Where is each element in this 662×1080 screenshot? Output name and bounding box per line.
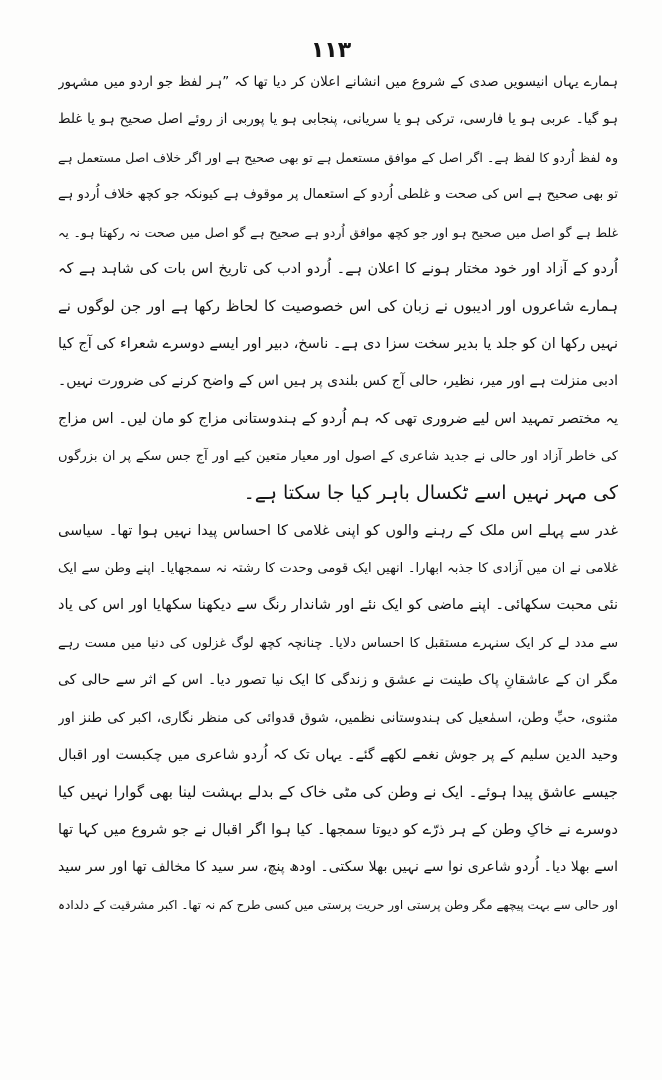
text-line: وحید الدین سلیم کے پر جوش نغمے لکھے گئے۔ یہاں تک کہ اُردو شاعری میں چکبست اور اقبال [58,747,618,764]
text-line: نہیں رکھا ان کو جلد یا بدیر سخت سزا دی ہے۔ ناسخ، دبیر اور ایسے دوسرے شعراء کی آج کیا [58,335,618,352]
text-line: غلط ہے گو اصل میں صحیح ہو اور جو کچھ موافق اُردو ہے صحیح ہے گو اصل میں صحت نہ رکھتا ہو۔ یہ [58,224,618,240]
text-line: یہ مختصر تمہید اس لیے ضروری تھی کہ ہم اُردو کے ہندوستانی مزاج کو مان لیں۔ اس مزاج [58,410,618,427]
text-line: تو بھی صحیح ہے اس کی صحت و غلطی اُردو کے استعمال پر موقوف ہے کیونکہ جو کچھ خلاف اُردو ہے [58,187,618,203]
text-line: سے مدد لے کر ایک سنہرے مستقبل کا احساس دلایا۔ چنانچہ کچھ لوگ غزلوں کی دنیا میں مست رہے [58,635,618,651]
text-line: مگر ان کے عاشقانِ پاک طینت نے عشق و زندگی کا ایک نیا تصور دیا۔ اس کے اثر سے حالی کی [58,672,618,689]
text-line: جیسے عاشق پیدا ہوئے۔ ایک نے وطن کی مٹی خاک کے بدلے بہشت لینا بھی گوارا نہیں کیا [58,783,618,802]
text-line: ہمارے یہاں انیسویں صدی کے شروع میں انشانے اعلان کر دیا تھا کہ ”ہر لفظ جو اردو میں مشہور [58,74,618,90]
text-line: غلامی نے ان میں آزادی کا جذبہ ابھارا۔ انھیں ایک قومی وحدت کا رشتہ نہ سمجھایا۔ اپنے وطن سے ایک [58,561,618,577]
text-line: وہ لفظ اُردو کا لفظ ہے۔ اگر اصل کے موافق مستعمل ہے تو بھی صحیح ہے اور اگر خلاف اصل مستعمل ہے [58,149,618,165]
text-line: اور حالی سے بہت پیچھے مگر وطن پرستی اور حریت پرستی میں کسی طرح کم نہ تھا۔ اکبر مشرقیت کے دلدادہ [58,897,618,912]
text-line: ادبی منزلت ہے اور میر، نظیر، حالی آج کس بلندی پر ہیں اس کے واضح کرنے کی ضرورت نہیں۔ [58,373,618,390]
body-text [58,64,618,924]
text-line: ہمارے شاعروں اور ادیبوں نے زبان کی اس خصوصیت کا لحاظ رکھا ہے اور جن لوگوں نے [58,297,618,316]
text-line: غدر سے پہلے اس ملک کے رہنے والوں کو اپنی غلامی کا احساس پیدا نہیں ہوا تھا۔ سیاسی [58,522,618,539]
text-line: اُردو کے آزاد اور خود مختار ہونے کا اعلان ہے۔ اُردو ادب کی تاریخ اس بات کی شاہد ہے کہ [58,260,618,277]
text-line: کی خاطر آزاد اور حالی نے جدید شاعری کے اصول اور معیار متعین کیے اور آج جس سکے پر ان بزرگوں [58,448,618,464]
text-line: نئی محبت سکھائی۔ اپنے ماضی کو ایک نئے اور شاندار رنگ سے دیکھنا سکھایا اور اس کی یاد [58,597,618,614]
text-line: کی مہر نہیں اسے ٹکسال باہر کیا جا سکتا ہے۔ [243,482,618,505]
text-line: دوسرے نے خاکِ وطن کے ہر ذرّے کو دیوتا سمجھا۔ کیا ہوا اگر اقبال نے جو شروع میں کہا تھا [58,821,618,838]
text-line: ہو گیا۔ عربی ہو یا فارسی، ترکی ہو یا سریانی، پنجابی ہو یا پوربی از روئے اصل صحیح ہو یا غلط [58,111,618,128]
page-number: ۱۱۳ [310,38,352,63]
text-line: مثنوی، حبِّ وطن، اسمٰعیل کی ہندوستانی نظمیں، شوق قدوائی کی منظر نگاری، اکبر کی طنز اور [58,709,618,726]
text-line: اسے بھلا دیا۔ اُردو شاعری نوا سے نہیں بھلا سکتی۔ اودھ پنچ، سر سید کا مخالف تھا اور سر سید [58,859,618,876]
